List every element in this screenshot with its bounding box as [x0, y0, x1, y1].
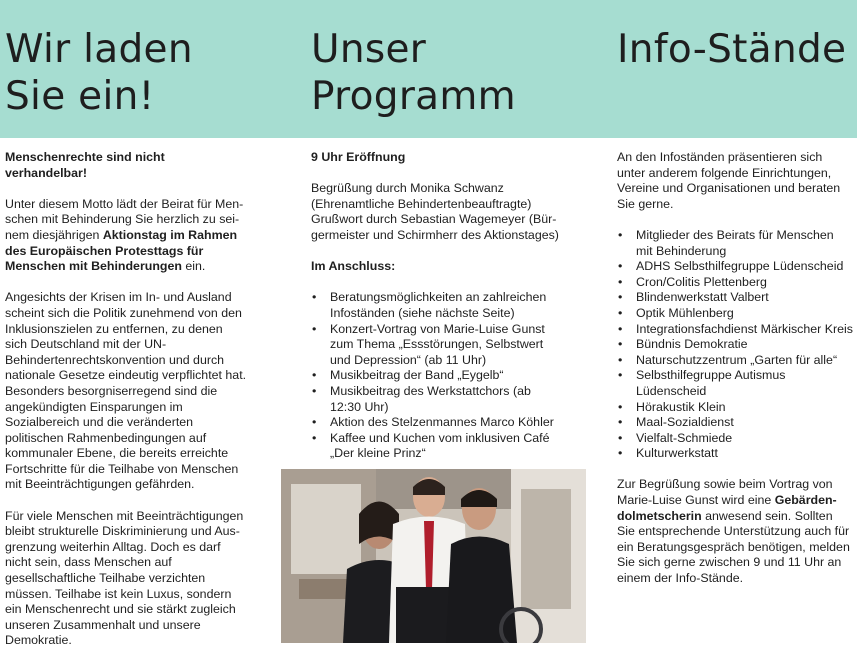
program-item: • Musikbeitrag der Band „Eygelb“ — [311, 368, 563, 384]
info-stand-item: • Kulturwerkstatt — [617, 446, 853, 462]
info-stand-item: • Vielfalt-Schmiede — [617, 431, 853, 447]
col1-paragraph-3: Für viele Menschen mit Beeinträchtigungen bleibt strukturelle Diskriminierung und Ausgrenzung weiterhin Alltag. Doch es darf nicht sein, dass Menschen auf gesellschaftliche Teilhabe verzichten müssen. Teilhabe ist kein Luxus, sondern ein Menschenrecht und sie stärkt zugleich unseren Zusammenhalt und unsere Demokratie. — [5, 508, 244, 648]
program-item: • Konzert-Vortrag von Marie-Luise Gunst zum Thema „Essstörungen, Selbstwert und Depression“ (ab 11 Uhr) — [311, 322, 563, 369]
col3-title — [617, 26, 846, 73]
event-photo — [281, 469, 586, 643]
info-stand-item: • Optik Mühlenberg — [617, 306, 853, 322]
info-stand-item: • Blindenwerkstatt Valbert — [617, 290, 853, 306]
greeting-line-2: (Ehrenamtliche Behindertenbeauftragte) — [311, 196, 532, 211]
info-stand-item: • Integrationsfachdienst Märkischer Kreis — [617, 322, 853, 338]
program-item: • Aktion des Stelzenmannes Marco Köhler — [311, 415, 563, 431]
greeting-block — [311, 181, 563, 243]
info-stand-item: • Selbsthilfegruppe Autismus Lüdenscheid — [617, 368, 853, 399]
col2-title-line1: Unser — [311, 27, 427, 72]
info-stand-item: • Cron/Colitis Plettenberg — [617, 275, 853, 291]
info-stand-item: • Mitglieder des Beirats für Menschen mit Behinderung — [617, 228, 853, 259]
info-stand-item: • Naturschutzzentrum „Garten für alle“ — [617, 353, 853, 369]
greeting-line-1: Begrüßung durch Monika Schwanz — [311, 181, 504, 196]
info-outro: Zur Begrüßung sowie beim Vortrag von Marie-Luise Gunst wird eine Gebärdendolmetscherin anwesend sein. Sollten Sie entsprechende Unterstützung auch für ein Beratungsgespräch benötigen, melden Sie sich gerne zwischen 9 und 11 Uhr an einem der Info-Stände. — [617, 477, 850, 586]
program-item: • Kaffee und Kuchen vom inklusiven Café „Der kleine Prinz“ — [311, 431, 563, 462]
col1-title-line1: Wir laden — [5, 27, 193, 72]
info-stand-item: • Bündnis Demokratie — [617, 337, 853, 353]
info-intro: An den Infoständen präsentieren sich unter anderem folgende Einrichtungen, Vereine und Organisationen und beraten Sie gerne. — [617, 150, 841, 211]
info-stand-item: • ADHS Selbsthilfegruppe Lüdenscheid — [617, 259, 853, 275]
col3-title-line1: Info-Stände — [617, 27, 847, 72]
invitation-column — [5, 150, 248, 665]
info-stand-item: • Hörakustik Klein — [617, 400, 853, 416]
program-item: • Musikbeitrag des Werkstattchors (ab 12:30 Uhr) — [311, 384, 563, 415]
col2-title — [311, 26, 516, 120]
program-list — [311, 290, 563, 462]
program-item: • Beratungsmöglichkeiten an zahlreichen Infoständen (siehe nächste Seite) — [311, 290, 563, 321]
info-stands-column — [617, 150, 853, 602]
col2-title-line2: Programm — [311, 74, 516, 119]
greeting-line-3: Grußwort durch Sebastian Wagemeyer (Bürgermeister und Schirmherr des Aktionstages) — [311, 212, 559, 242]
program-column — [311, 150, 563, 477]
info-stand-item: • Maal-Sozialdienst — [617, 415, 853, 431]
col1-paragraph-1: Unter diesem Motto lädt der Beirat für Menschen mit Behinderung Sie herzlich zu seinem diesjährigen Aktionstag im Rahmen des Europäischen Protesttags für Menschen mit Behinderungen ein. — [5, 196, 244, 274]
col1-paragraph-2: Angesichts der Krisen im In- und Ausland scheint sich die Politik zunehmend von den Inklusionszielen zu entfernen, zu denen sich Deutschland mit der UN-Behindertenrechtskonvention und durch nationale Gesetze eindeutig verpflichtet hat. Besonders besorgniserregend sind die angekündigten Einsparungen im Sozialbereich und die veränderten politischen Rahmenbedingungen auf kommunaler Ebene, die bereits erreichte Fortschritte für die Teilhabe von Menschen mit Beeinträchtigungen gefährden. — [5, 290, 247, 492]
col1-title-line2: Sie ein! — [5, 74, 155, 119]
col1-heading: Menschenrechte sind nicht verhandelbar! — [5, 150, 165, 180]
after-heading: Im Anschluss: — [311, 259, 396, 274]
opening-time: 9 Uhr Eröffnung — [311, 150, 406, 164]
photo-illustration — [281, 469, 586, 643]
info-stand-list — [617, 228, 853, 462]
col1-title — [5, 26, 193, 120]
